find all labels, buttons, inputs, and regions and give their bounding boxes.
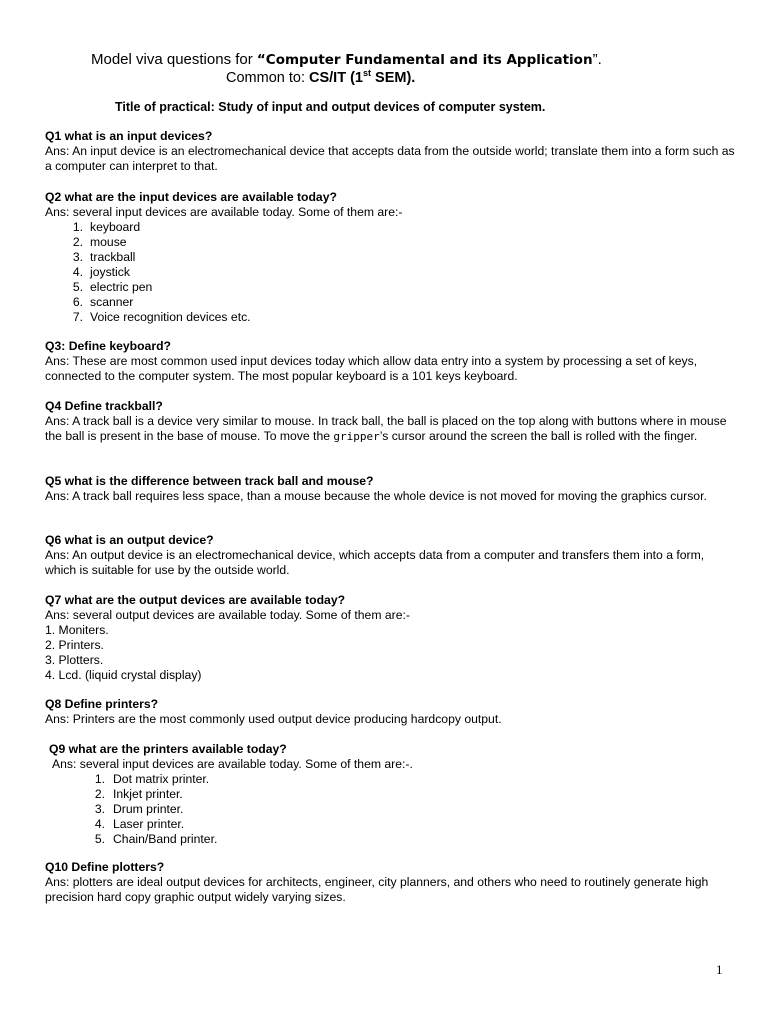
list-item: 6. scanner	[72, 295, 134, 309]
answer-part: ’s cursor around the screen the ball is rolled with the finger.	[379, 429, 698, 443]
qa-block-q2	[45, 190, 735, 325]
list-item-text: Chain/Band printer.	[113, 832, 218, 846]
input-devices-list	[45, 220, 735, 325]
answer-mono-word: gripper	[333, 430, 380, 443]
question: Q7 what are the output devices are available today?	[45, 593, 346, 607]
doc-subheading	[226, 68, 415, 86]
open-quote: “	[256, 52, 266, 68]
heading-subject: Computer Fundamental and its Application	[265, 52, 593, 68]
common-value	[309, 70, 415, 86]
question: Q4 Define trackball?	[45, 399, 163, 413]
answer: Ans: several output devices are available today. Some of them are:-	[45, 608, 410, 622]
qa-block-q3	[45, 339, 735, 384]
question: Q2 what are the input devices are available today?	[45, 190, 337, 204]
qa-block-q5	[45, 474, 735, 504]
question: Q9 what are the printers available today?	[49, 742, 287, 756]
common-label: Common to:	[226, 69, 309, 86]
printers-list	[49, 772, 739, 847]
question: Q10 Define plotters?	[45, 860, 165, 874]
list-item-text: keyboard	[90, 220, 141, 234]
question: Q8 Define printers?	[45, 697, 159, 711]
list-item: 1. Moniters.	[45, 623, 109, 637]
list-item: 2. Inkjet printer.	[94, 787, 183, 801]
question: Q1 what is an input devices?	[45, 129, 213, 143]
list-item-text: trackball	[90, 250, 136, 264]
list-item-text: Laser printer.	[113, 817, 185, 831]
list-item: 4. Lcd. (liquid crystal display)	[45, 668, 202, 682]
list-item-text: electric pen	[90, 280, 153, 294]
list-item: 2. mouse	[72, 235, 127, 249]
common-sup: st	[362, 68, 371, 78]
list-item-text: Dot matrix printer.	[113, 772, 210, 786]
common-value-text: CS/IT (1	[309, 69, 363, 86]
list-item: 1. keyboard	[72, 220, 141, 234]
list-item: 2. Printers.	[45, 638, 104, 652]
answer: Ans: These are most common used input devices today which allow data entry into a system by processing a set of keys, connected to the computer system. The most popular keyboard is a 101 keys keyboard.	[45, 354, 698, 383]
list-item: 7. Voice recognition devices etc.	[72, 310, 251, 324]
heading-subject-wrap	[257, 52, 593, 68]
qa-block-q1	[45, 129, 735, 174]
list-item-text: mouse	[90, 235, 127, 249]
list-item-text: Inkjet printer.	[113, 787, 183, 801]
common-tail: SEM).	[371, 69, 416, 86]
qa-block-q9	[49, 742, 739, 847]
list-item-text: joystick	[90, 265, 130, 279]
list-item: 3. trackball	[72, 250, 136, 264]
page-number: 1	[716, 962, 723, 977]
list-item: 5. Chain/Band printer.	[94, 832, 218, 846]
answer: Ans: plotters are ideal output devices for architects, engineer, city planners, and others who need to routinely generate high precision hard copy graphic output widely varying sizes.	[45, 875, 709, 904]
answer	[45, 414, 735, 444]
qa-block-q10	[45, 860, 735, 905]
heading-prefix: Model viva questions for	[91, 51, 257, 68]
list-item: 4. Laser printer.	[94, 817, 185, 831]
doc-heading	[91, 51, 602, 68]
answer: Ans: An input device is an electromechanical device that accepts data from the outside world; translate them into a form such as a computer can interpret to that.	[45, 144, 735, 173]
list-item: 3. Plotters.	[45, 653, 104, 667]
list-item: 3. Drum printer.	[94, 802, 184, 816]
qa-block-q8	[45, 697, 735, 727]
list-item: 1. Dot matrix printer.	[94, 772, 210, 786]
question: Q6 what is an output device?	[45, 533, 214, 547]
output-devices-list	[45, 623, 735, 683]
question: Q5 what is the difference between track ball and mouse?	[45, 474, 374, 488]
answer: Ans: several input devices are available today. Some of them are:-.	[52, 757, 413, 771]
answer: Ans: A track ball requires less space, than a mouse because the whole device is not moved for moving the graphics cursor.	[45, 489, 707, 503]
answer: Ans: An output device is an electromechanical device, which accepts data from a computer and transfers them into a form, which is suitable for use by the outside world.	[45, 548, 705, 577]
qa-block-q6	[45, 533, 735, 578]
question: Q3: Define keyboard?	[45, 339, 171, 353]
practical-title: Title of practical: Study of input and output devices of computer system.	[115, 100, 546, 114]
list-item: 5. electric pen	[72, 280, 153, 294]
answer: Ans: Printers are the most commonly used output device producing hardcopy output.	[45, 712, 502, 726]
list-item-text: scanner	[90, 295, 134, 309]
list-item-text: Voice recognition devices etc.	[90, 310, 251, 324]
answer: Ans: several input devices are available today. Some of them are:-	[45, 205, 403, 219]
qa-block-q4	[45, 399, 735, 444]
list-item: 4. joystick	[72, 265, 130, 279]
list-item-text: Drum printer.	[113, 802, 184, 816]
answer-part: Ans: A track ball is a device very similar to mouse. In track ball, the ball is placed on the top along with buttons where in mouse the ball is present in the base of mouse. To move the	[45, 414, 727, 443]
close-quote: ”.	[592, 51, 602, 68]
qa-block-q7	[45, 593, 735, 683]
